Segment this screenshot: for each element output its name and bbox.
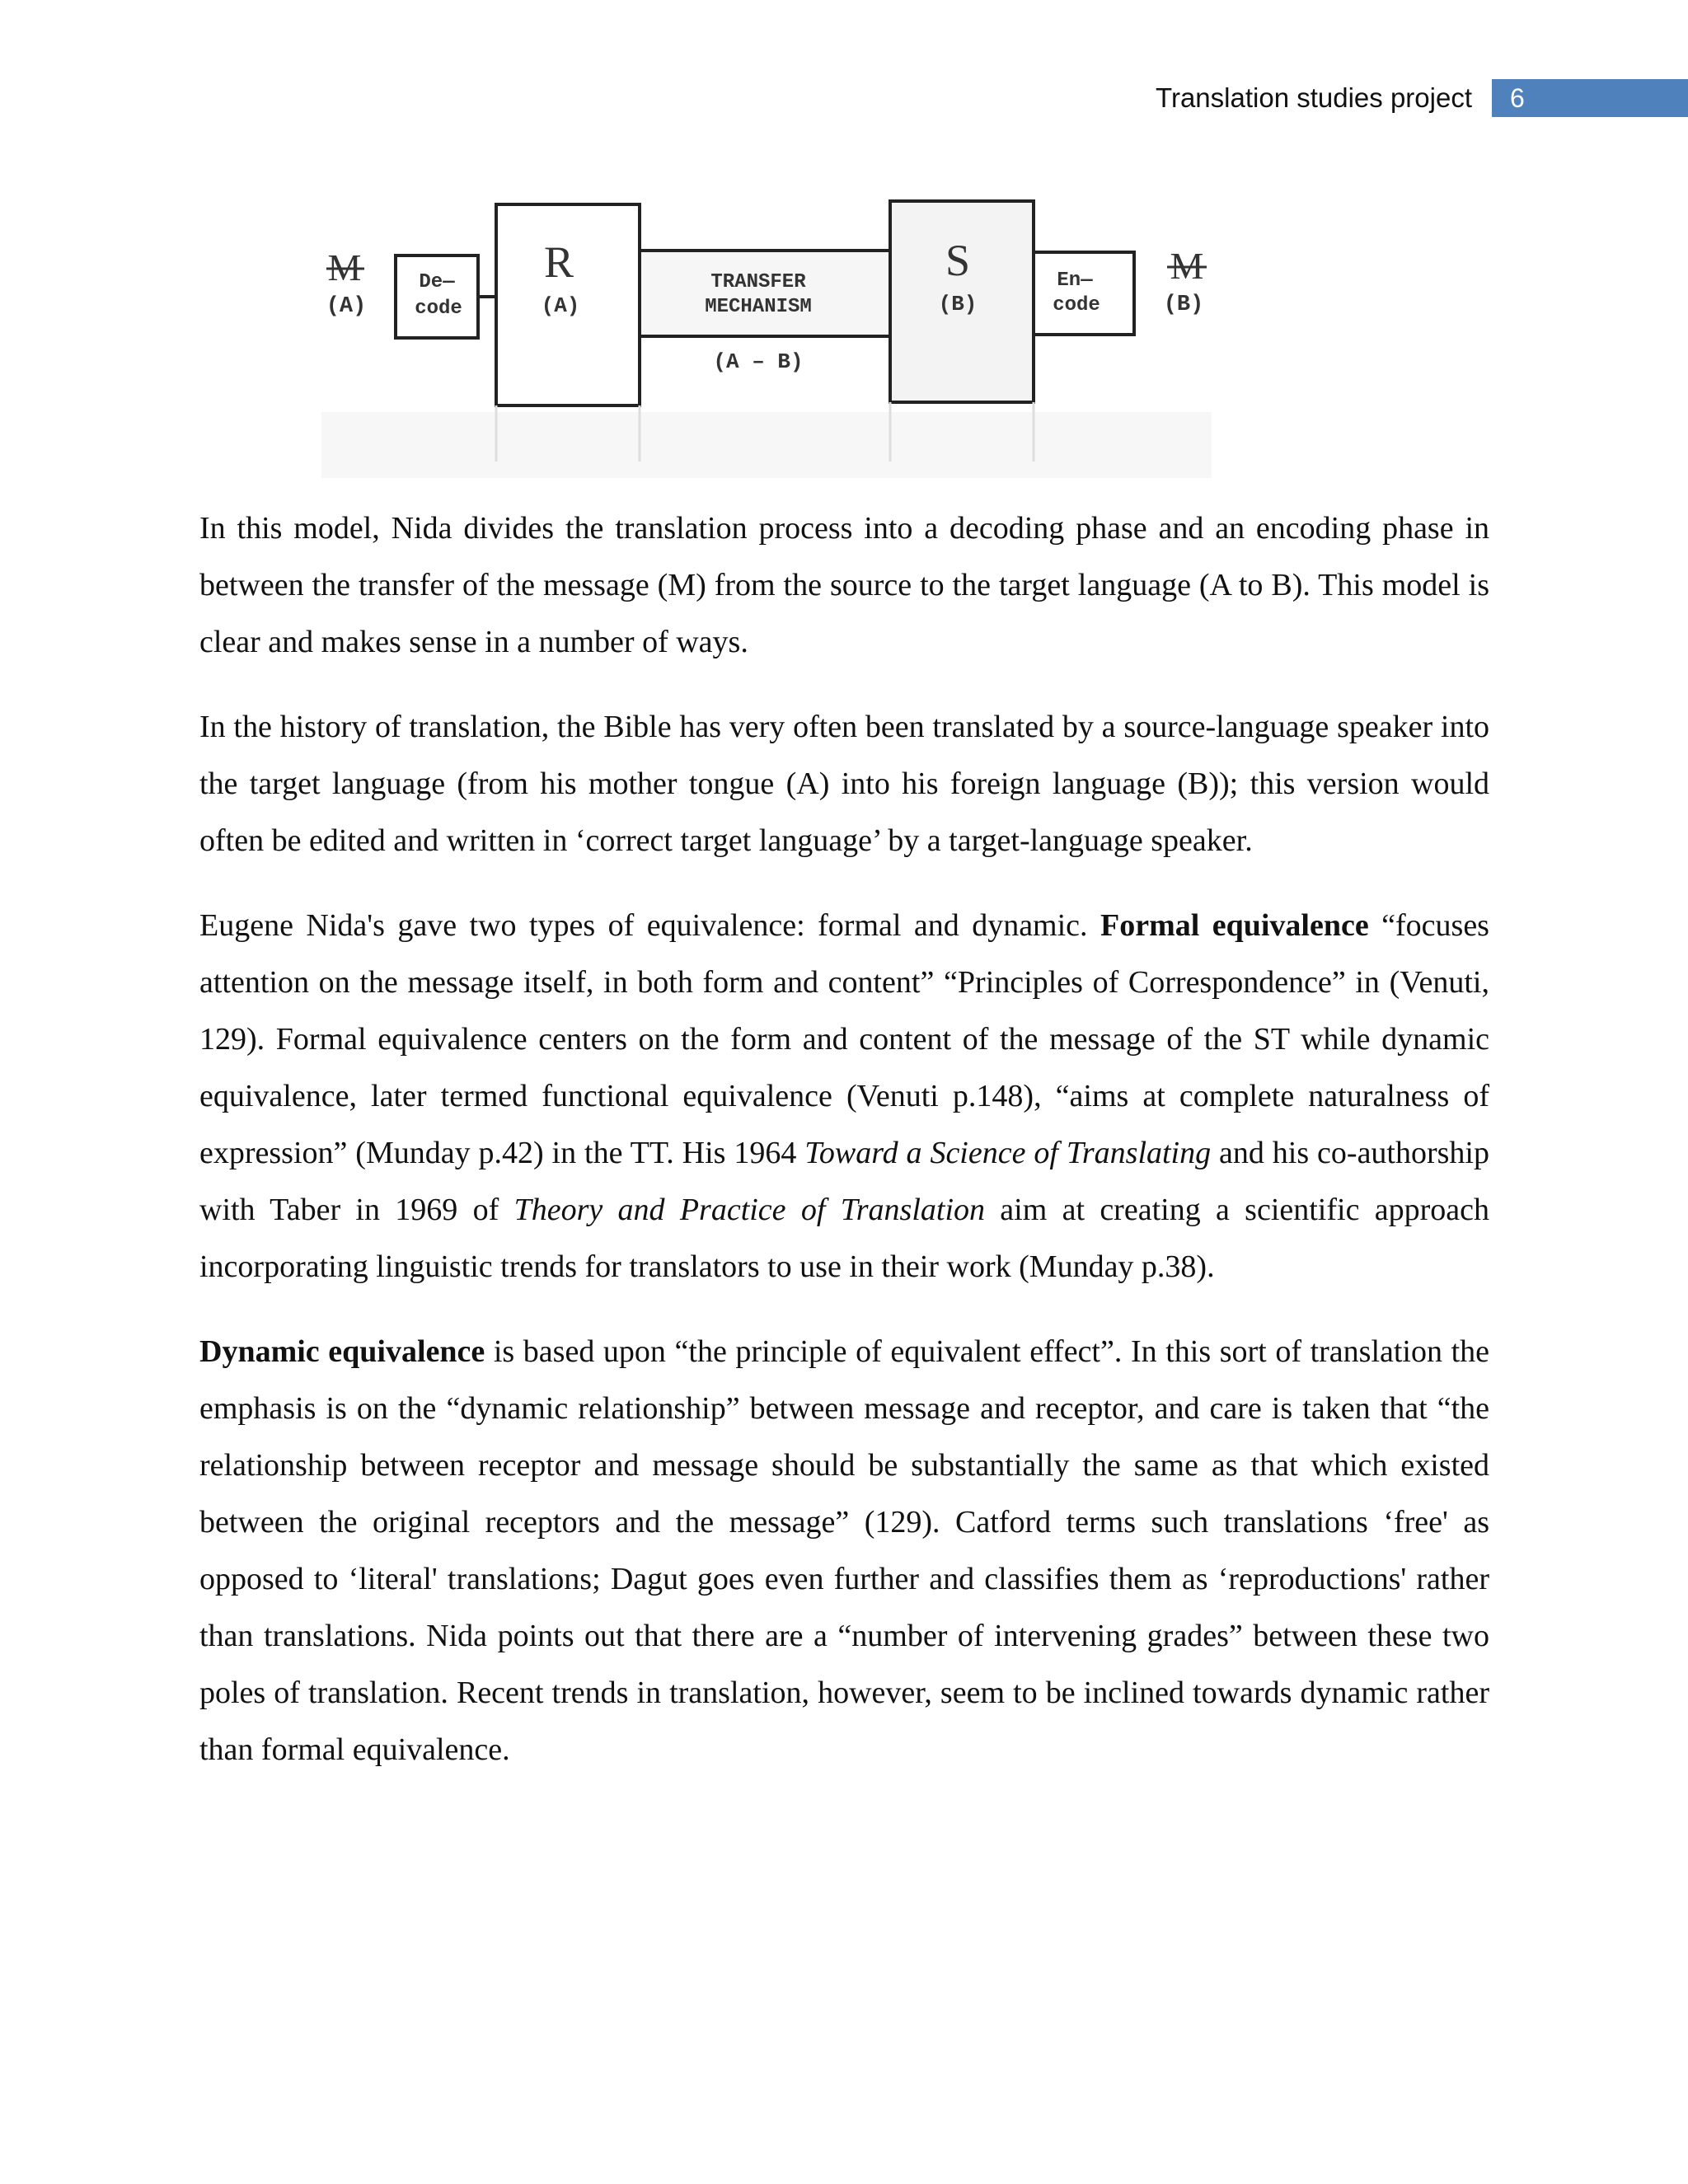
- m-a-label: M: [327, 246, 362, 288]
- r-sub: (A): [541, 293, 580, 318]
- document-body: [199, 500, 1489, 1807]
- book-title-toward-science: Toward a Science of Translating: [804, 1136, 1212, 1170]
- paragraph-formal-equivalence: Eugene Nida's gave two types of equivalence: formal and dynamic. Formal equivalence “focuses attention on the message itself, in both form and content” “Principles of Correspondence” in (Venuti, 129). Formal equivalence centers on the form and content of the message of the ST while dynamic equivalence, later termed functional equivalence (Venuti p.148), “aims at complete naturalness of expression” (Munday p.42) in the TT. His 1964 Toward a Science of Translating and his co-authorship with Taber in 1969 of Theory and Practice of Translation aim at creating a scientific approach incorporating linguistic trends for translators to use in their work (Munday p.38).: [199, 908, 1489, 1284]
- term-dynamic-equivalence: Dynamic equivalence: [199, 1334, 485, 1369]
- paragraph-model-description: In this model, Nida divides the translation process into a decoding phase and an encoding phase in between the transfer of the message (M) from the source to the target language (A to B). This model is clear and makes sense in a number of ways.: [199, 511, 1489, 659]
- encode-line2: code: [1053, 294, 1100, 316]
- nida-model-diagram: [305, 190, 1220, 486]
- m-b-sub: (B): [1163, 293, 1204, 317]
- s-letter: S: [945, 236, 971, 285]
- m-b-label: M: [1170, 245, 1204, 287]
- transfer-sub: (A – B): [713, 349, 804, 374]
- header-title: Translation studies project: [1156, 82, 1472, 113]
- term-formal-equivalence: Formal equivalence: [1100, 908, 1369, 943]
- page-number: 6: [1492, 79, 1688, 117]
- s-sub: (B): [938, 292, 978, 316]
- encode-line1: En—: [1057, 269, 1093, 292]
- page-header: [1156, 79, 1688, 117]
- encode-box: [1034, 252, 1134, 335]
- transfer-line1: TRANSFER: [710, 271, 806, 293]
- decode-box: [396, 255, 478, 338]
- r-letter: R: [543, 237, 574, 287]
- transfer-mechanism-box: [640, 251, 890, 336]
- transfer-line2: MECHANISM: [705, 296, 812, 318]
- decode-line1: De—: [419, 271, 455, 293]
- decode-line2: code: [415, 298, 462, 320]
- paragraph-dynamic-equivalence: Dynamic equivalence is based upon “the principle of equivalent effect”. In this sort of translation the emphasis is on the “dynamic relationship” between message and receptor, and care is taken that “the relationship between receptor and message should be substantially the same as that which existed between the original receptors and the message” (129). Catford terms such translations ‘free' as opposed to ‘literal' translations; Dagut goes even further and classifies them as ‘reproductions' rather than translations. Nida points out that there are a “number of intervening grades” between these two poles of translation. Recent trends in translation, however, seem to be inclined towards dynamic rather than formal equivalence.: [199, 1334, 1490, 1767]
- paragraph-bible-history: In the history of translation, the Bible has very often been translated by a source-language speaker into the target language (from his mother tongue (A) into his foreign language (B)); this version would often be edited and written in ‘correct target language’ by a target-language speaker.: [199, 710, 1489, 858]
- book-title-theory-practice: Theory and Practice of Translation: [513, 1193, 985, 1227]
- diagram-svg: [305, 190, 1220, 486]
- m-a-sub: (A): [326, 294, 367, 319]
